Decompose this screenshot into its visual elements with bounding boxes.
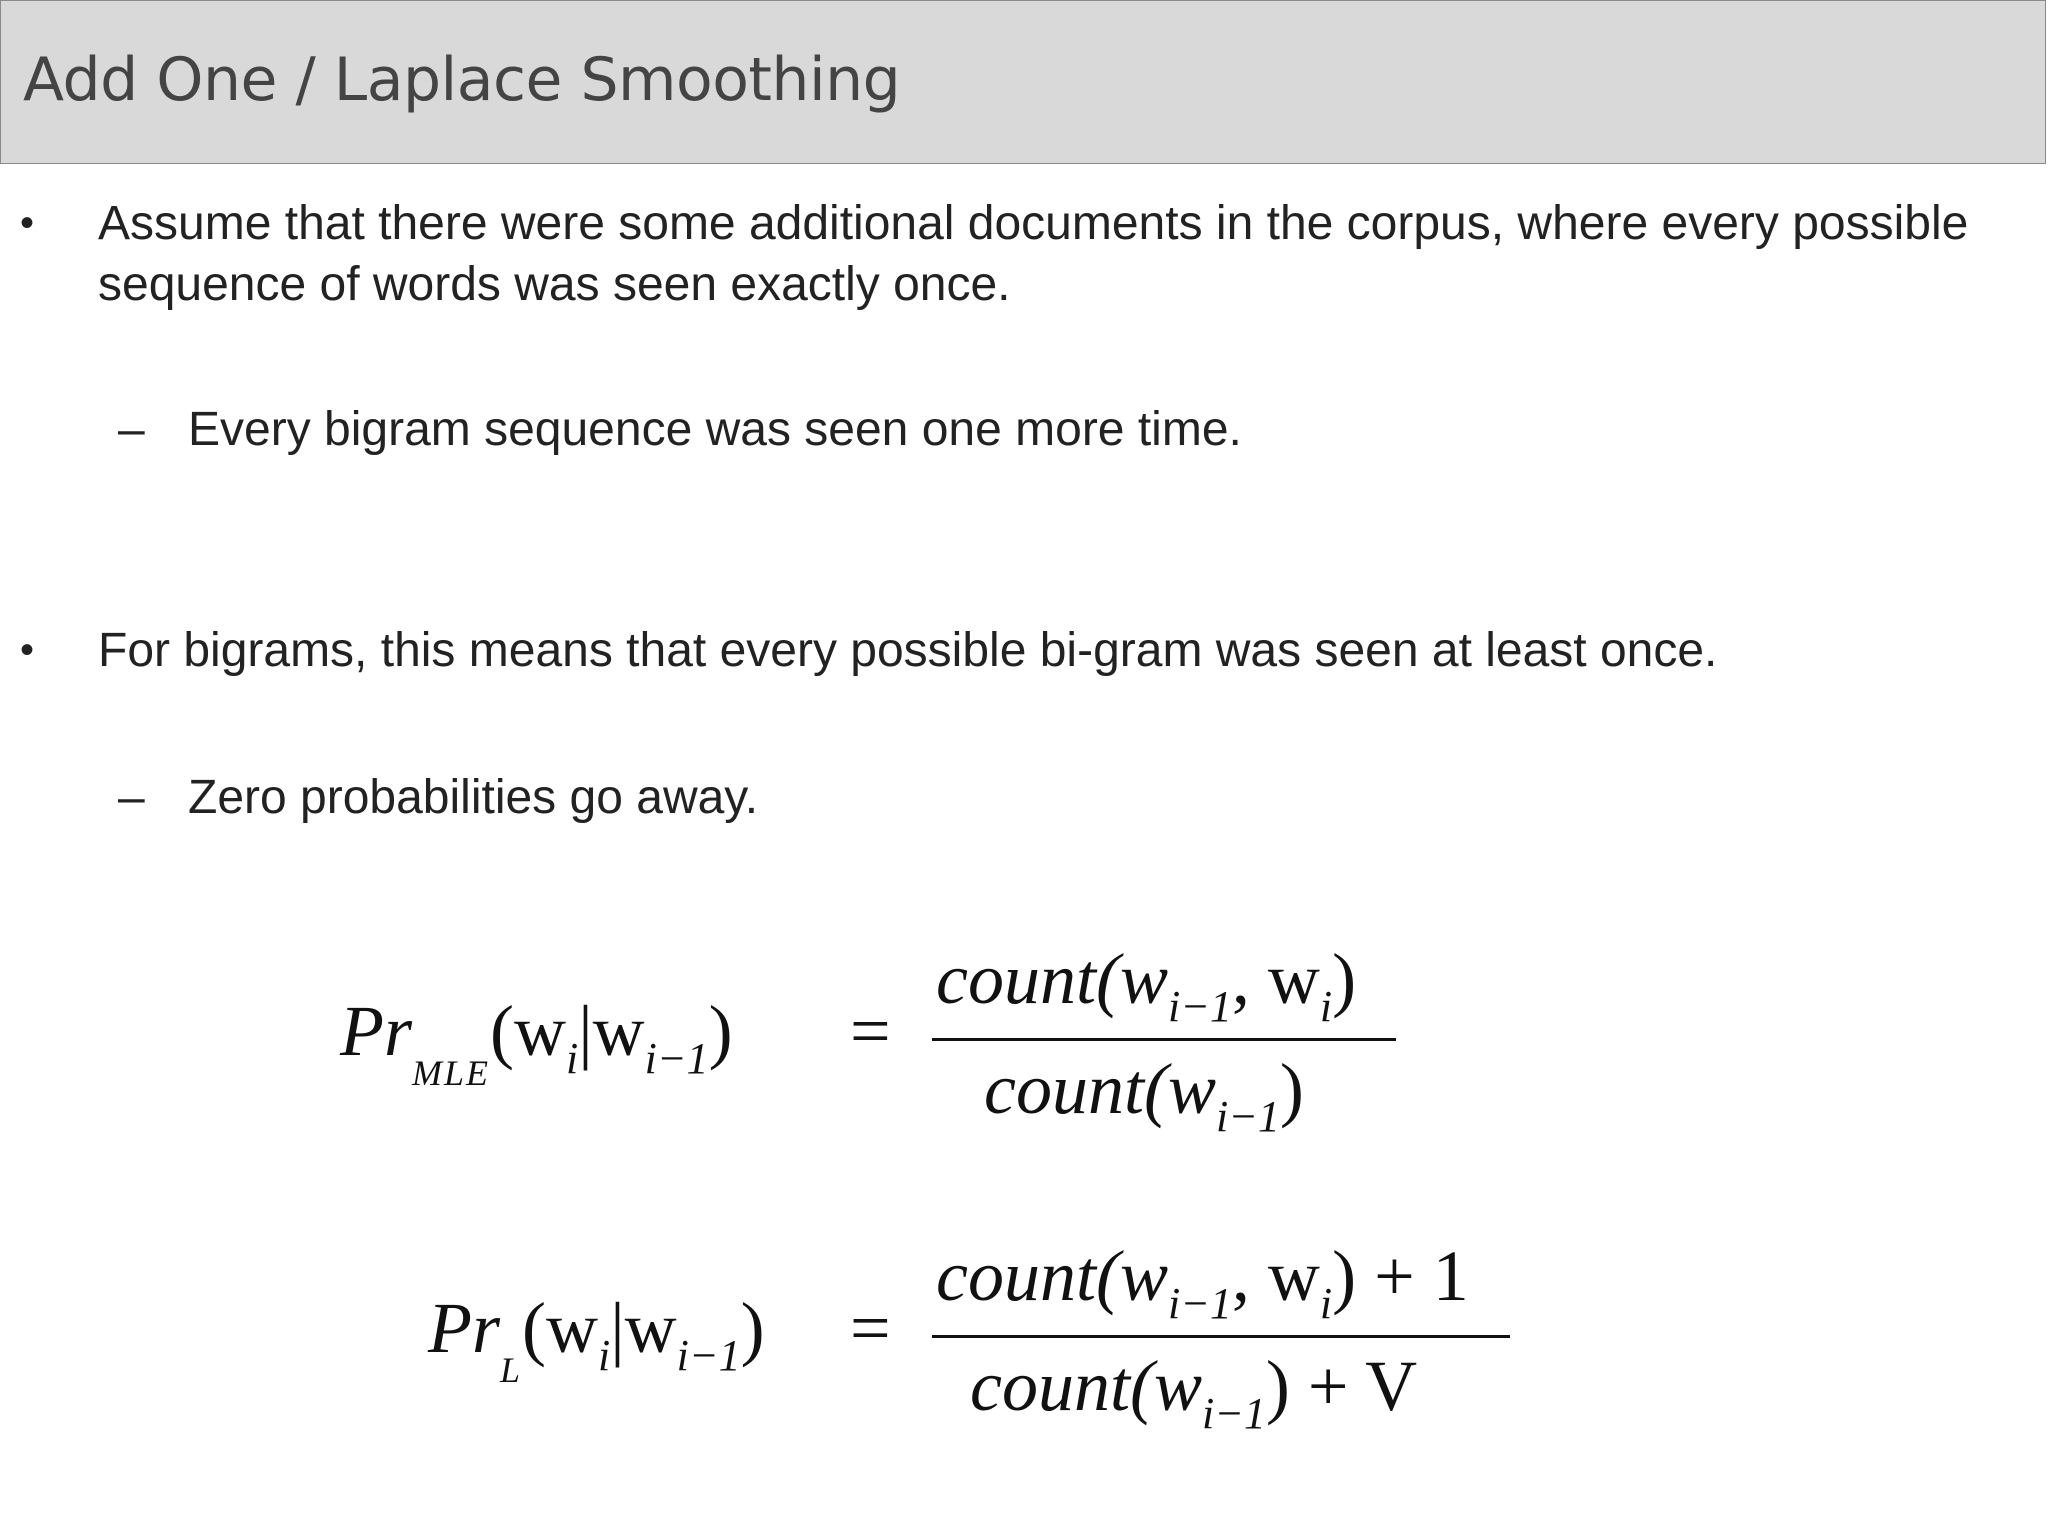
sub-bullet-text: Zero probabilities go away. (188, 771, 759, 824)
bullet-item (20, 620, 1998, 681)
denominator: $count(w_{i-1}) + V$ (970, 1346, 1418, 1438)
title-bar (0, 0, 2046, 164)
slide-title: Add One / Laplace Smoothing (23, 45, 901, 115)
denominator: $count(w_{i-1})$ (984, 1049, 1304, 1141)
bullet-text: Assume that there were some additional documents in the corpus, where every possible sequence of words was seen exactly once. (98, 197, 1969, 311)
dash-marker: – (118, 771, 145, 824)
formula-lhs: $Pr_{MLE}(w_i|w_{i-1})$ (340, 991, 733, 1093)
dash-marker: – (118, 403, 145, 456)
sub-bullet-item (118, 767, 1988, 828)
equals-sign: = (850, 1288, 891, 1368)
bullet-item (20, 193, 1998, 315)
sub-bullet-text: Every bigram sequence was seen one more time. (188, 403, 1242, 456)
formula-lhs: $Pr_L(w_i|w_{i-1})$ (428, 1288, 765, 1390)
equals-sign: = (850, 991, 891, 1071)
bullet-text: For bigrams, this means that every possible bi-gram was seen at least once. (98, 624, 1718, 677)
sub-bullet-item (118, 399, 1988, 460)
numerator: $count(w_{i-1}$, $w_i$) (936, 939, 1357, 1031)
bullet-marker: • (20, 201, 35, 245)
bullet-marker: • (20, 628, 35, 672)
fraction-bar (932, 1038, 1396, 1041)
fraction-bar (932, 1335, 1510, 1338)
numerator: $count(w_{i-1}$, $w_i) + 1$ (936, 1236, 1469, 1328)
